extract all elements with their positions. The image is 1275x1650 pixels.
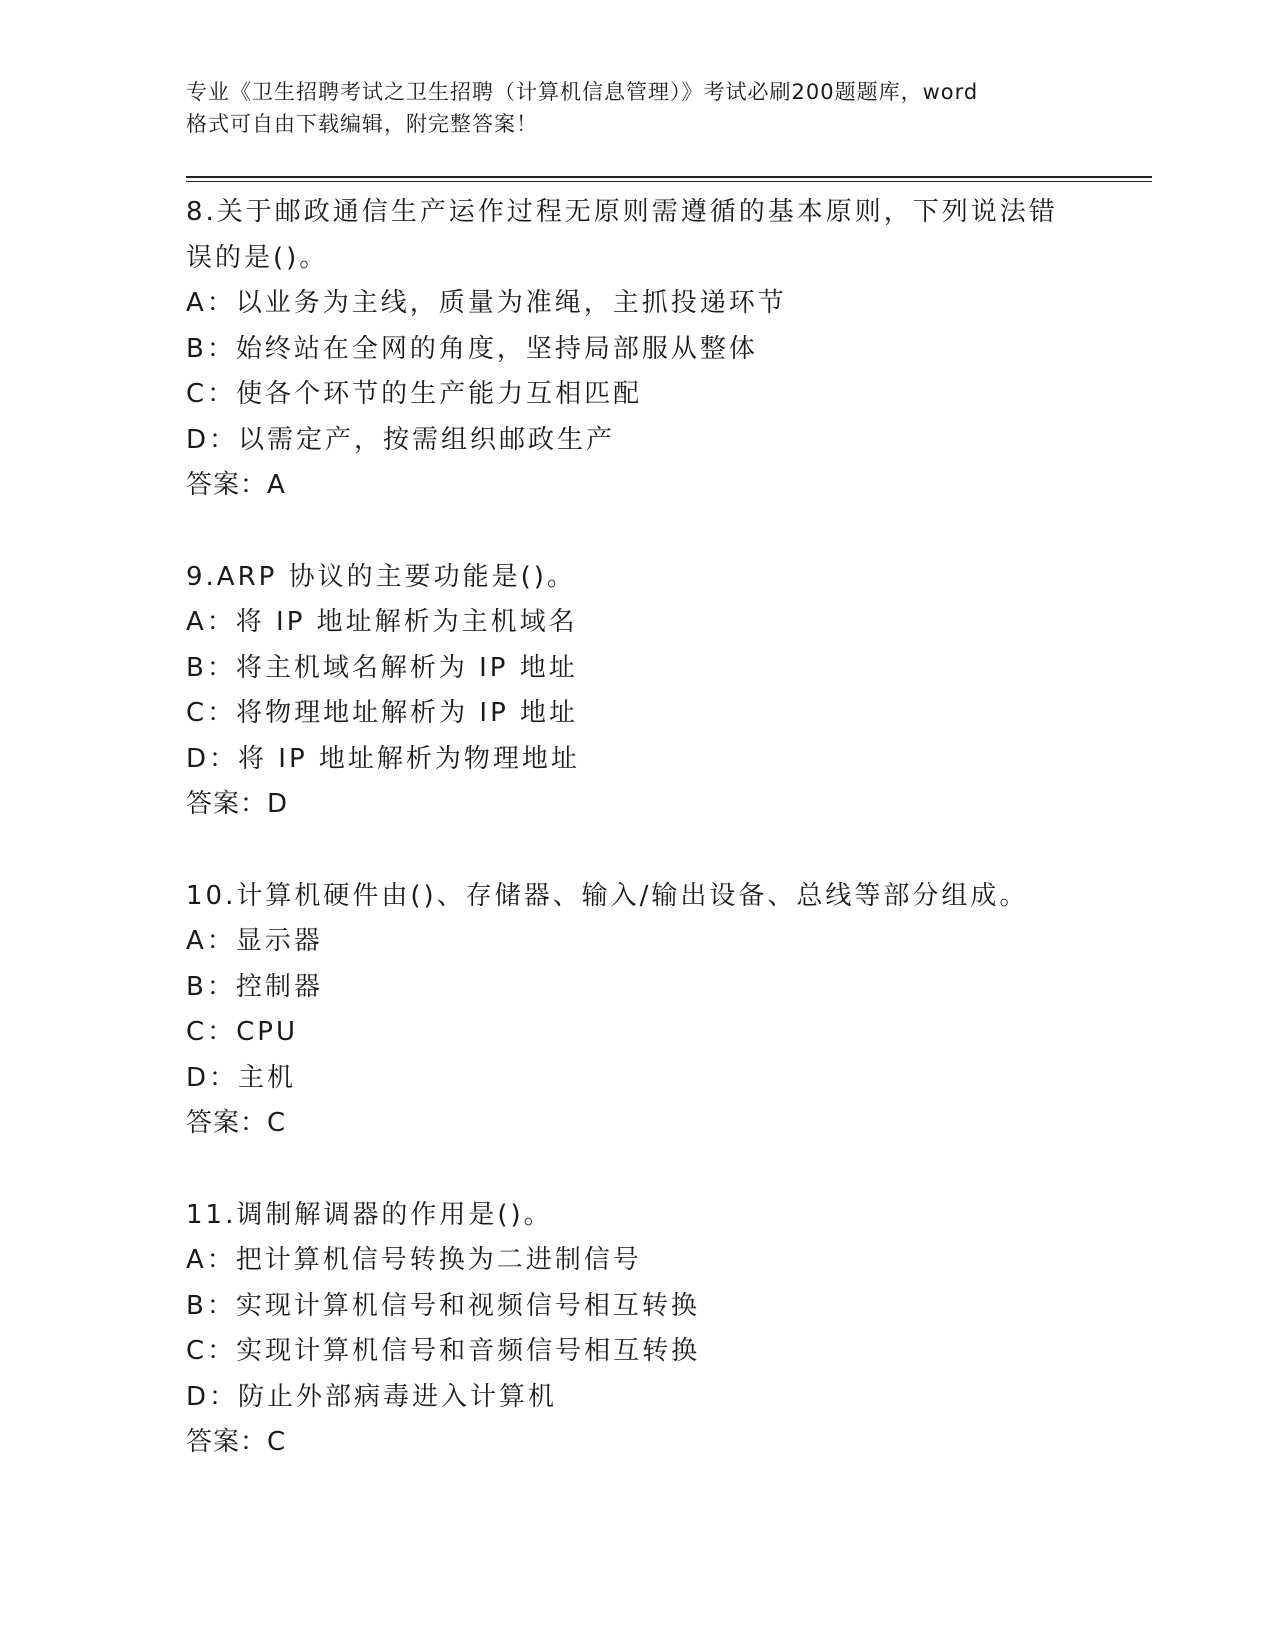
header-line-1: 专业《卫生招聘考试之卫生招聘（计算机信息管理）》考试必刷200题题库，word bbox=[186, 80, 979, 104]
option-c: C：CPU bbox=[186, 1017, 299, 1047]
question-stem-continued: 误的是()。 bbox=[186, 242, 329, 273]
question-10 bbox=[186, 874, 1086, 1147]
option-d: D：防止外部病毒进入计算机 bbox=[186, 1381, 558, 1412]
answer-line: 答案：A bbox=[186, 470, 286, 500]
document-header bbox=[186, 76, 1086, 140]
question-stem: 11.调制解调器的作用是()。 bbox=[186, 1199, 553, 1230]
header-divider-thin bbox=[186, 181, 1152, 182]
question-list bbox=[186, 190, 1086, 1512]
question-11 bbox=[186, 1193, 1086, 1466]
question-9 bbox=[186, 555, 1086, 828]
option-c: C：实现计算机信号和音频信号相互转换 bbox=[186, 1336, 701, 1366]
option-c: C：将物理地址解析为 IP 地址 bbox=[186, 698, 579, 728]
option-d: D：以需定产，按需组织邮政生产 bbox=[186, 424, 616, 455]
header-line-2: 格式可自由下载编辑，附完整答案！ bbox=[186, 112, 538, 136]
option-c: C：使各个环节的生产能力互相匹配 bbox=[186, 379, 643, 409]
option-d: D：将 IP 地址解析为物理地址 bbox=[186, 743, 580, 774]
option-a: A：将 IP 地址解析为主机域名 bbox=[186, 607, 578, 637]
option-b: B：始终站在全网的角度，坚持局部服从整体 bbox=[186, 333, 758, 364]
option-a: A：显示器 bbox=[186, 926, 323, 956]
question-stem: 8.关于邮政通信生产运作过程无原则需遵循的基本原则，下列说法错 bbox=[186, 197, 1058, 227]
header-divider-thick bbox=[186, 176, 1152, 178]
option-b: B：实现计算机信号和视频信号相互转换 bbox=[186, 1290, 700, 1321]
option-b: B：将主机域名解析为 IP 地址 bbox=[186, 652, 578, 683]
answer-line: 答案：C bbox=[186, 1427, 287, 1457]
answer-line: 答案：D bbox=[186, 789, 289, 819]
question-8 bbox=[186, 190, 1086, 509]
question-stem: 10.计算机硬件由()、存储器、输入/输出设备、总线等部分组成。 bbox=[186, 880, 1029, 911]
option-a: A：把计算机信号转换为二进制信号 bbox=[186, 1245, 642, 1275]
option-a: A：以业务为主线，质量为准绳，主抓投递环节 bbox=[186, 288, 787, 318]
option-d: D：主机 bbox=[186, 1062, 297, 1093]
option-b: B：控制器 bbox=[186, 971, 323, 1002]
question-stem: 9.ARP 协议的主要功能是()。 bbox=[186, 561, 576, 592]
answer-line: 答案：C bbox=[186, 1108, 287, 1138]
